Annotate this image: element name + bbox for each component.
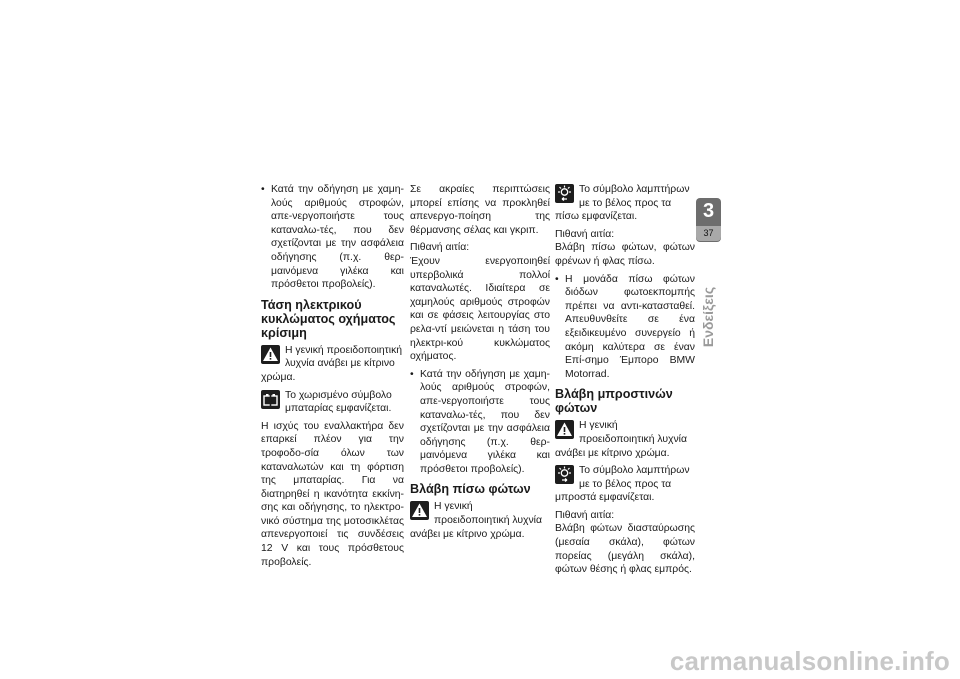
bullet-text: Κατά την οδήγηση με χαμη-λούς αριθμούς στροφών, απε-νεργοποιήστε τους καταναλω-τές, που δεν σχετίζονται με την ασφάλεια οδήγησης (π.χ. θερ-μαινόμενα γιλέκα και πρόσθετοι προβολείς). [271,184,404,291]
bullet-item [261,183,404,292]
lamp-front-arrow-icon [555,465,574,484]
battery-note [261,389,404,416]
column-2 [410,183,550,545]
page-number: 37 [696,226,721,241]
cause-label: Πιθανή αιτία: [555,228,615,240]
lamp-rear-arrow-icon [555,184,574,203]
bullet-item [410,368,550,477]
warning-triangle-icon [555,420,574,439]
cause-label: Πιθανή αιτία: [410,242,470,254]
lamp-rear-note [555,183,695,224]
lamp-rear-note-text: Το σύμβολο λαμπτήρων με το βέλος προς τα πίσω εμφανίζεται. [555,184,690,223]
warning-note-text: Η γενική προειδοποιητική λυχνία ανάβει με κίτρινο χρώμα. [555,420,687,459]
cause-text: Βλάβη φώτων διασταύρωσης (μεσαία σκάλα), φώτων πορείας (μεγάλη σκάλα), φώτων θέσης ή φλας εμπρός. [555,523,695,576]
battery-split-icon [261,390,280,409]
section-heading-front-lights: Βλάβη μπροστινών φώτων [555,387,673,416]
watermark: carmanualsonline.info [669,646,950,676]
battery-note-text: Το χωρισμένο σύμβολο μπαταρίας εμφανίζεται. [285,389,392,415]
warning-note-text: Η γενική προειδοποιητική λυχνία ανάβει με κίτρινο χρώμα. [410,501,542,540]
bullet-dot: • [410,368,414,380]
bullet-dot: • [555,273,559,285]
lamp-front-note [555,464,695,505]
section-heading-voltage: Τάση ηλεκτρικού κυκλώματος οχήματος κρίσιμη [261,297,396,340]
warning-triangle-icon [410,501,429,520]
bullet-item [555,273,695,382]
cause-label: Πιθανή αιτία: [555,509,615,521]
column-3 [555,183,695,581]
paragraph: Σε ακραίες περιπτώσεις μπορεί επίσης να προκληθεί απενεργο-ποίηση της θέρμανσης σέλας και γκριπ. [410,184,550,236]
cause-text: Βλάβη πίσω φώτων, φώτων φρένων ή φλας πίσω. [555,242,695,267]
bullet-text: Η μονάδα πίσω φώτων διόδων φωτοεκπομπής πρέπει να αντι-κατασταθεί. Απευθυνθείτε σε ένα εξειδικευμένο συνεργείο ή ακόμη καλύτερα σε έναν Επί-σημο Έμπορο BMW Motorrad. [565,273,695,380]
lamp-front-note-text: Το σύμβολο λαμπτήρων με το βέλος προς τα μπροστά εμφανίζεται. [555,465,690,504]
bullet-text: Κατά την οδήγηση με χαμη-λούς αριθμούς στροφών, απε-νεργοποιήστε τους καταναλω-τές, που δεν σχετίζονται με την ασφάλεια οδήγησης (π.χ. θερ-μαινόμενα γιλέκα και πρόσθετοι προβολείς). [420,368,550,475]
bullet-dot: • [261,184,265,195]
column-1 [261,183,404,573]
warning-note [261,344,404,385]
paragraph: Η ισχύς του εναλλακτήρα δεν επαρκεί πλέον για την τροφοδο-σία όλων των καταναλωτών και τη φόρτιση της μπαταρίας. Για να διατηρηθεί η ικανότητα εκκίνη-σης και οδήγησης, το ηλεκτρο-νικό σύστημα της μοτοσικλέτας απενεργοποιεί τις συνδέσεις 12 V και τους πρόσθετους προβολείς. [261,420,404,568]
warning-triangle-icon [261,345,280,364]
chapter-number: 3 [702,200,715,222]
side-section-label [700,272,716,362]
chapter-tab [696,198,721,242]
side-section-label-text: Ενδείξεις [700,286,716,348]
warning-note [410,500,550,541]
cause-text: Έχουν ενεργοποιηθεί υπερβολικά πολλοί καταναλωτές. Ιδιαίτερα σε χαμηλούς αριθμούς στροφών και σε φάσεις λειτουργίας στο ρελα-ντί μειώνεται η τάση του ηλεκτρι-κού κυκλώματος οχήματος. [410,255,550,363]
warning-note-text: Η γενική προειδοποιητική λυχνία ανάβει με κίτρινο χρώμα. [261,344,403,383]
section-heading-rear-lights: Βλάβη πίσω φώτων [410,482,531,497]
warning-note [555,419,695,460]
